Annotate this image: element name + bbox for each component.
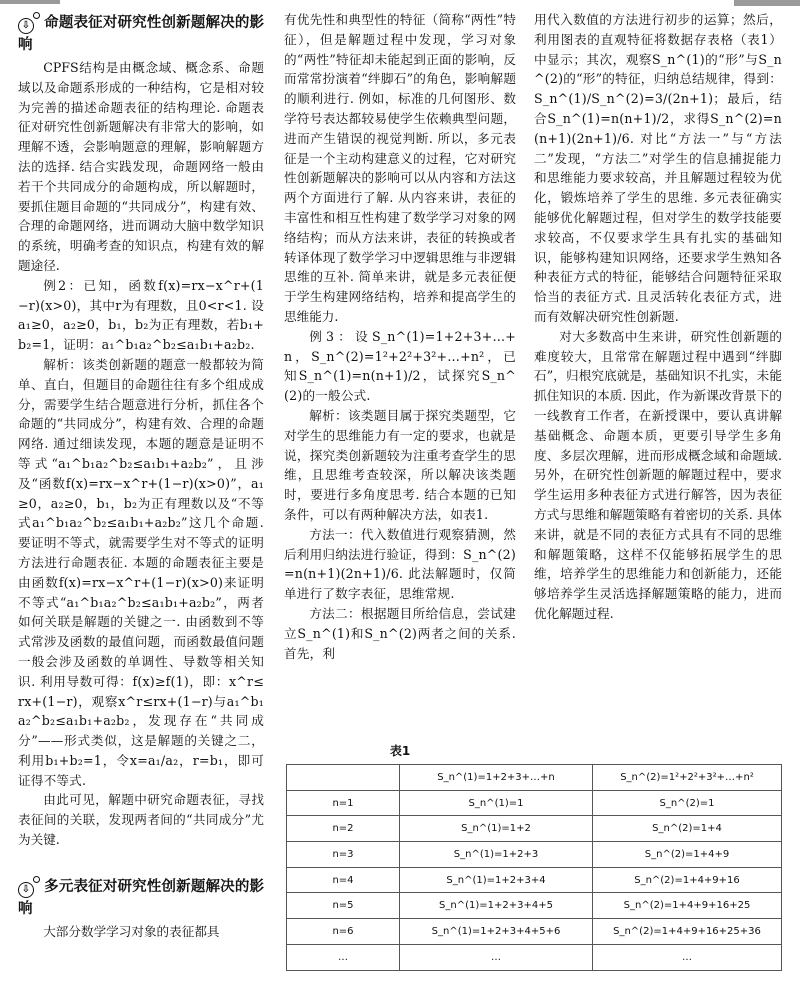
table-header-row (287, 765, 782, 791)
table-cell: n=2 (287, 816, 400, 842)
table-cell: S_n^(2)=1+4+9 (593, 842, 782, 868)
down-arrow-circle-icon: ⇩ (18, 18, 34, 34)
table-row (287, 790, 782, 816)
table-cell: S_n^(2)=1+4+9+16+25 (593, 893, 782, 919)
down-arrow-circle-icon: ⇩ (18, 882, 34, 898)
method-1: 方法一：代入数值进行观察猜测，然后利用归纳法进行验证，得到：S_n^(2)=n(n+1)(2n+1)/6. 此法解题时，仅简单进行了数字表征，思维常规. (284, 526, 516, 602)
paragraph: 大部分数学学习对象的表征都具 (43, 923, 220, 939)
example-2: 例2：已知，函数f(x)=rx−x^r+(1−r)(x>0)，其中r为有理数，且0<r<1. 设a₁≥0，a₂≥0，b₁，b₂为正有理数，若b₁+b₂=1，证明：a₁^b₁a₂^b₂≤a₁b₁+a₂b₂. (18, 277, 264, 353)
table-cell: S_n^(1)=1+2+3+4+5+6 (400, 919, 593, 945)
small-circle-icon (33, 12, 40, 19)
table-row (287, 944, 782, 970)
example-3: 例3：设S_n^(1)=1+2+3+…+n，S_n^(2)=1²+2²+3²+…+n²，已知S_n^(1)=n(n+1)/2，试探究S_n^(2)的一般公式. (284, 328, 516, 404)
paragraph: 用代入数值的方法进行初步的运算；然后，利用图表的直观特征将数据存表格（表1）中显示；其次，观察S_n^(1)的“形”与S_n^(2)的“形”的特征，归纳总结规律，得到：S_n^(1)/S_n^(2)=3/(2n+1)；最后，结合S_n^(1)=n(n+1)/2，求得S_n^(2)=n(n+1)(2n+1)/6. 对比“方法一”与“方法二”发现，“方法二”对学生的信息捕捉能力和思维能力要求较高，并且解题过程较为优化，锻炼培养了学生的思维. 多元表征确实能够优化解题过程，但对学生的数学技能要求较高，不仅要求学生具有扎实的基础知识，能够构建知识网络，还要求学生熟知各种表征方式的特征，能够结合问题特征采取恰当的表征方式. 且灵活转化表征方式，进而有效解决研究性创新题. (534, 12, 782, 324)
table-cell: n=6 (287, 919, 400, 945)
section-heading-2-text: 多元表征对研究性创新题解决的影响 (18, 878, 264, 917)
table-cell: … (287, 944, 400, 970)
top-bar (0, 0, 800, 10)
table-cell: n=1 (287, 790, 400, 816)
table-header-cell: S_n^(1)=1+2+3+…+n (400, 765, 593, 791)
column-1 (18, 10, 264, 942)
paragraph: 有优先性和典型性的特征（简称“两性”特征），但是解题过程中发现，学习对象的“两性”特征却未能起到正面的影响，反而常常扮演着“绊脚石”的角色，影响解题的顺利进行. 例如，标准的几何图形、数学符号表达都较易使学生依赖典型问题，进而产生错误的视觉判断. 所以，多元表征是一个主动构建意义的过程，它对研究性创新题解决的影响可以从内容和方法这两个方面进行了解. 从内容来讲，表征的丰富性和相互性构建了数学学习对象的网络结构；而从方法来讲，表征的转换或者转译体现了数学学习中逻辑思维与非逻辑思维的互补. 简单来讲，就是多元表征便于学生构建网络结构，培养和提高学生的思维能力. (284, 12, 516, 324)
table-caption: 表1 (389, 744, 411, 758)
table-cell: S_n^(1)=1+2+3 (400, 842, 593, 868)
table-cell: S_n^(2)=1 (593, 790, 782, 816)
table-header-cell: S_n^(2)=1²+2²+3²+…+n² (593, 765, 782, 791)
paragraph: 由此可见，解题中研究命题表征，寻找表征间的关联，发现两者间的“共同成分”尤为关键. (18, 792, 264, 848)
table-cell: … (593, 944, 782, 970)
table-cell: S_n^(2)=1+4 (593, 816, 782, 842)
table-cell: n=3 (287, 842, 400, 868)
table-row (287, 867, 782, 893)
analysis-2: 解析：该类创新题的题意一般都较为简单、直白，但题目的命题往往有多个组成成分，需要学生结合题意进行分析，抓住各个命题的“共同成分”，构建有效、合理的命题网络. 通过细读发现，本题的题意是证明不等式“a₁^b₁a₂^b₂≤a₁b₁+a₂b₂”，且涉及“函数f(x)=rx−x^r+(1−r)(x>0)”，a₁≥0，a₂≥0，b₁，b₂为正有理数以及“不等式a₁^b₁a₂^b₂≤a₁b₁+a₂b₂”这几个命题. 要证明不等式，就需要学生对不等式的证明方法进行命题表征. 本题的命题表征主要是由函数f(x)=rx−x^r+(1−r)(x>0)来证明不等式“a₁^b₁a₂^b₂≤a₁b₁+a₂b₂”，两者如何关联是解题的关键之一. 由函数到不等式常涉及函数的最值问题，而函数最值问题一般会涉及函数的单调性、导数等相关知识. 利用导数可得：f(x)≥f(1)，即：x^r≤rx+(1−r)，观察x^r≤rx+(1−r)与a₁^b₁a₂^b₂≤a₁b₁+a₂b₂，发现存在“共同成分”——形式类似，这是解题的关键之二，利用b₁+b₂=1，令x=a₁/a₂，r=b₁，即可证得不等式. (18, 356, 264, 788)
small-circle-icon (33, 876, 40, 883)
table-header-cell (287, 765, 400, 791)
table-cell: S_n^(1)=1+2+3+4+5 (400, 893, 593, 919)
table-cell: … (400, 944, 593, 970)
paragraph: 对大多数高中生来讲，研究性创新题的难度较大，且常常在解题过程中遇到“绊脚石”，归根究底就是，基础知识不扎实，未能抓住知识的本质. 因此，作为新课改背景下的一线教育工作者，在新授课中，要认真讲解基础概念、命题本质，更要引导学生多角度、多层次理解，进而形成概念域和命题域. 另外，在研究性创新题的解题过程中，要求学生运用多种表征方式进行解答，因为表征方式与思维和解题策略有着密切的关系. 具体来讲，就是不同的表征方式具有不同的思维和解题策略，这样不仅能够拓展学生的思维，培养学生的思维能力和创新能力，还能够培养学生灵活选择解题策略的能力，进而优化解题过程. (534, 328, 782, 621)
section-heading-1 (18, 12, 264, 56)
table-cell: S_n^(2)=1+4+9+16 (593, 867, 782, 893)
method-2: 方法二：根据题目所给信息，尝试建立S_n^(1)和S_n^(2)两者之间的关系. 首先，利 (284, 605, 516, 661)
top-bar-left-mark (0, 0, 60, 4)
table-row (287, 842, 782, 868)
table-1 (286, 764, 782, 971)
section-heading-2 (18, 876, 264, 920)
column-3 (534, 10, 782, 624)
section-heading-1-text: 命题表征对研究性创新题解决的影响 (18, 15, 264, 53)
table-cell: S_n^(1)=1 (400, 790, 593, 816)
table-cell: S_n^(2)=1+4+9+16+25+36 (593, 919, 782, 945)
column-2 (284, 10, 516, 663)
table-row (287, 816, 782, 842)
table-cell: n=4 (287, 867, 400, 893)
table-row (287, 919, 782, 945)
table-row (287, 893, 782, 919)
analysis-3: 解析：该类题目属于探究类题型，它对学生的思维能力有一定的要求，也就是说，探究类创新题较为注重考查学生的思维，且思维考查较深，所以解决该类题时，要进行多角度思考. 结合本题的已知条件，可以有两种解决方法，如表1. (284, 407, 516, 522)
table-cell: S_n^(1)=1+2 (400, 816, 593, 842)
top-bar-right-mark (734, 0, 800, 6)
table-cell: S_n^(1)=1+2+3+4 (400, 867, 593, 893)
paragraph: CPFS结构是由概念域、概念系、命题域以及命题系形成的一种结构，它是相对较为完善的描述命题表征的结构理论. 命题表征对研究性创新题解决有非常大的影响，如理解不透，会影响题意的理解，影响解题方法的选择. 结合实践发现，命题网络一般由若干个共同成分的命题构成，所以解题时，要抓住题目命题的“共同成分”，构建有效、合理的命题网络，进而调动大脑中数学知识的系统，明确考查的知识点，构建有效的解题途径. (18, 60, 264, 273)
table-cell: n=5 (287, 893, 400, 919)
